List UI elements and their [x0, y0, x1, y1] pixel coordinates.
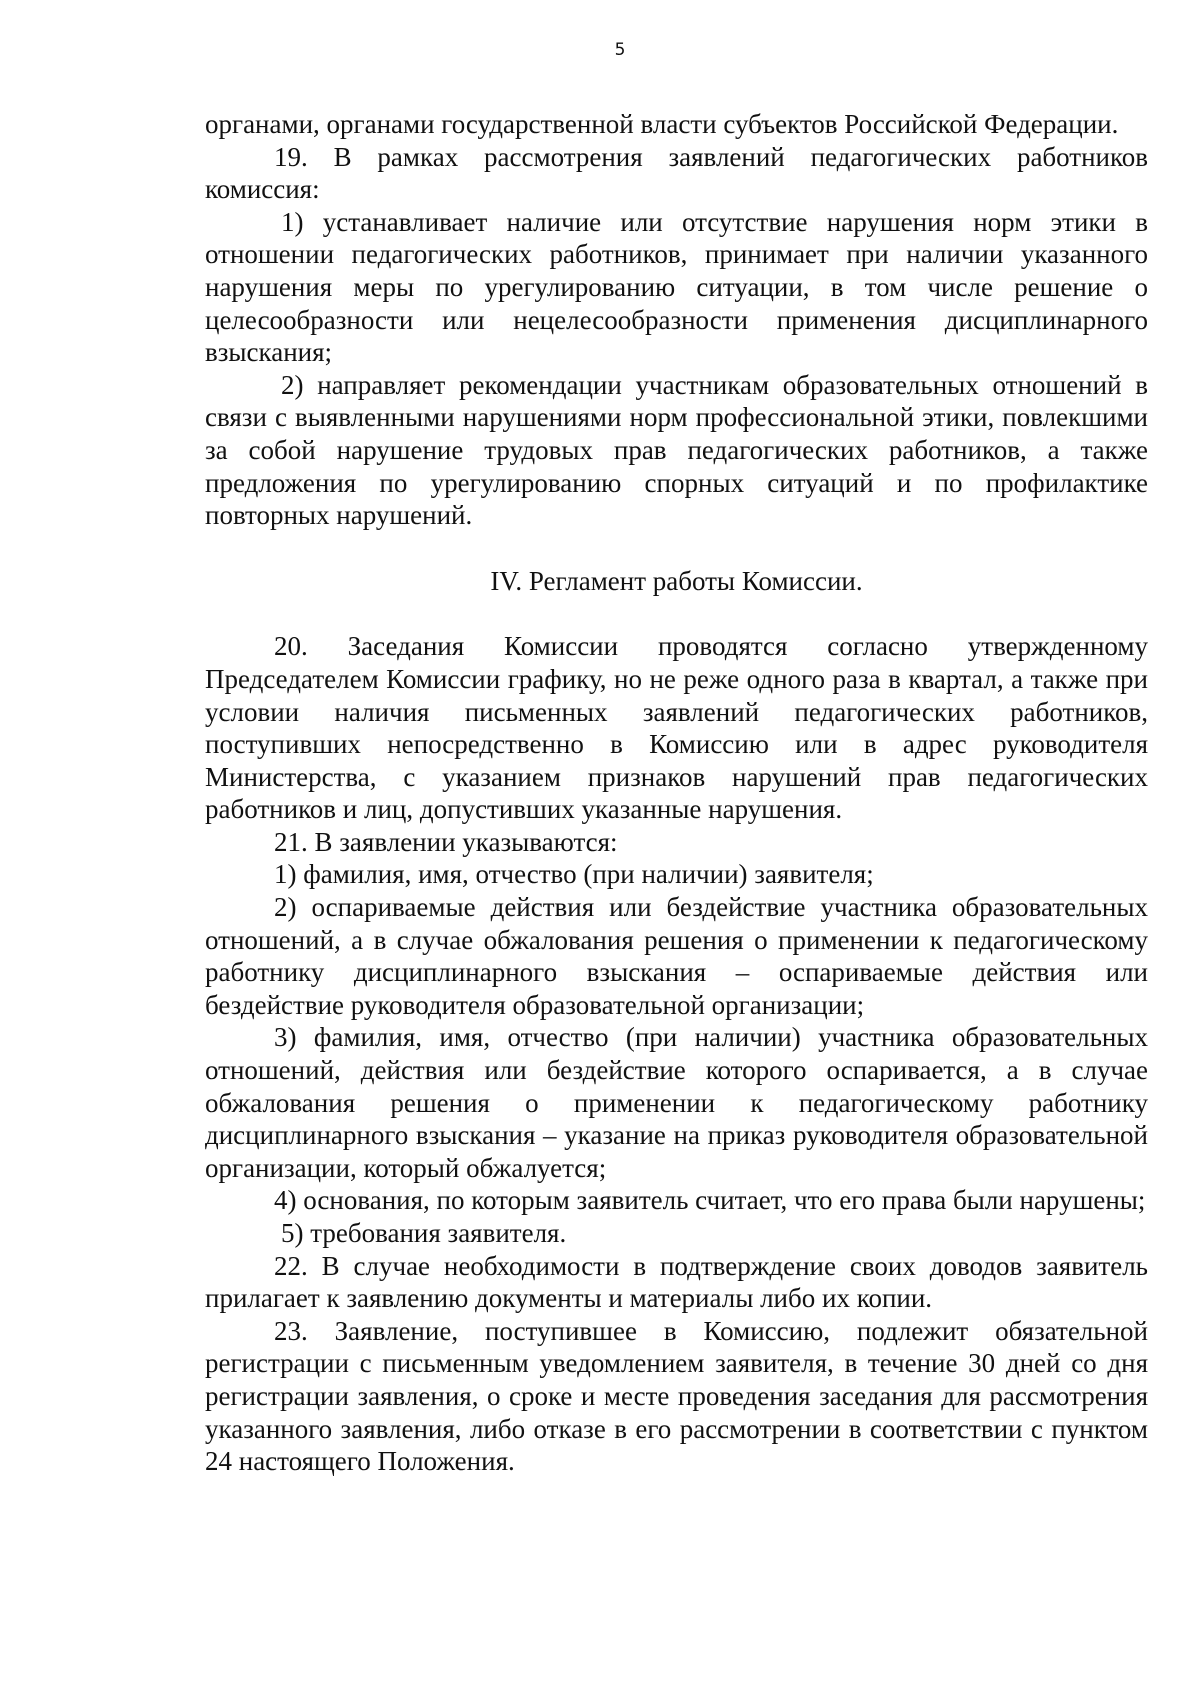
paragraph-19-item-2: 2) направляет рекомендации участникам образовательных отношений в связи с выявленными нарушениями норм профессиональной этики, повлекшими за собой нарушение трудовых прав педагогических работников, а также предложения по урегулированию спорных ситуаций и по профилактике повторных нарушений.: [205, 369, 1148, 531]
paragraph-20: 20. Заседания Комиссии проводятся согласно утвержденному Председателем Комиссии графику, но не реже одного раза в квартал, а также при условии наличия письменных заявлений педагогических работников, поступивших непосредственно в Комиссию или в адрес руководителя Министерства, с указанием признаков нарушений прав педагогических работников и лиц, допустивших указанные нарушения.: [205, 631, 1148, 825]
paragraph-21-item-5: 5) требования заявителя.: [281, 1218, 567, 1248]
paragraph-21-item-2: 2) оспариваемые действия или бездействие участника образовательных отношений, а в случае обжалования решения о применении к педагогическому работнику дисциплинарного взыскания – оспариваемые действия или бездействие руководителя образовательной организации;: [205, 892, 1148, 1020]
paragraph-21: 21. В заявлении указываются:: [274, 826, 618, 857]
paragraph-23: 23. Заявление, поступившее в Комиссию, подлежит обязательной регистрации с письменным уведомлением заявителя, в течение 30 дней со дня регистрации заявления, о сроке и месте проведения заседания для рассмотрения указанного заявления, либо отказе в его рассмотрении в соответствии с пунктом 24 настоящего Положения.: [205, 1315, 1148, 1477]
paragraph-21-item-3: 3) фамилия, имя, отчество (при наличии) участника образовательных отношений, действия или бездействие которого оспаривается, а в случае обжалования решения о применении к педагогическому работнику дисциплинарного взыскания – указание на приказ руководителя образовательной организации, который обжалуется;: [205, 1022, 1148, 1183]
page-number: 5: [614, 40, 626, 60]
paragraph-continuation: органами, органами государственной власти субъектов Российской Федерации.: [205, 109, 1119, 139]
paragraph-21-item-1: 1) фамилия, имя, отчество (при наличии) заявителя;: [274, 859, 874, 890]
document-body: [205, 108, 1148, 1478]
paragraph-22: 22. В случае необходимости в подтверждение своих доводов заявитель прилагает к заявлению документы и материалы либо их копии.: [205, 1250, 1148, 1314]
paragraph-19: 19. В рамках рассмотрения заявлений педагогических работников комиссия:: [205, 141, 1148, 205]
section-heading: IV. Регламент работы Комиссии.: [490, 565, 863, 596]
paragraph-21-item-4: 4) основания, по которым заявитель считает, что его права были нарушены;: [274, 1185, 1146, 1216]
paragraph-19-item-1: 1) устанавливает наличие или отсутствие нарушения норм этики в отношении педагогических работников, принимает при наличии указанного нарушения меры по урегулированию ситуации, в том числе решение о целесообразности или нецелесообразности применения дисциплинарного взыскания;: [205, 206, 1148, 368]
